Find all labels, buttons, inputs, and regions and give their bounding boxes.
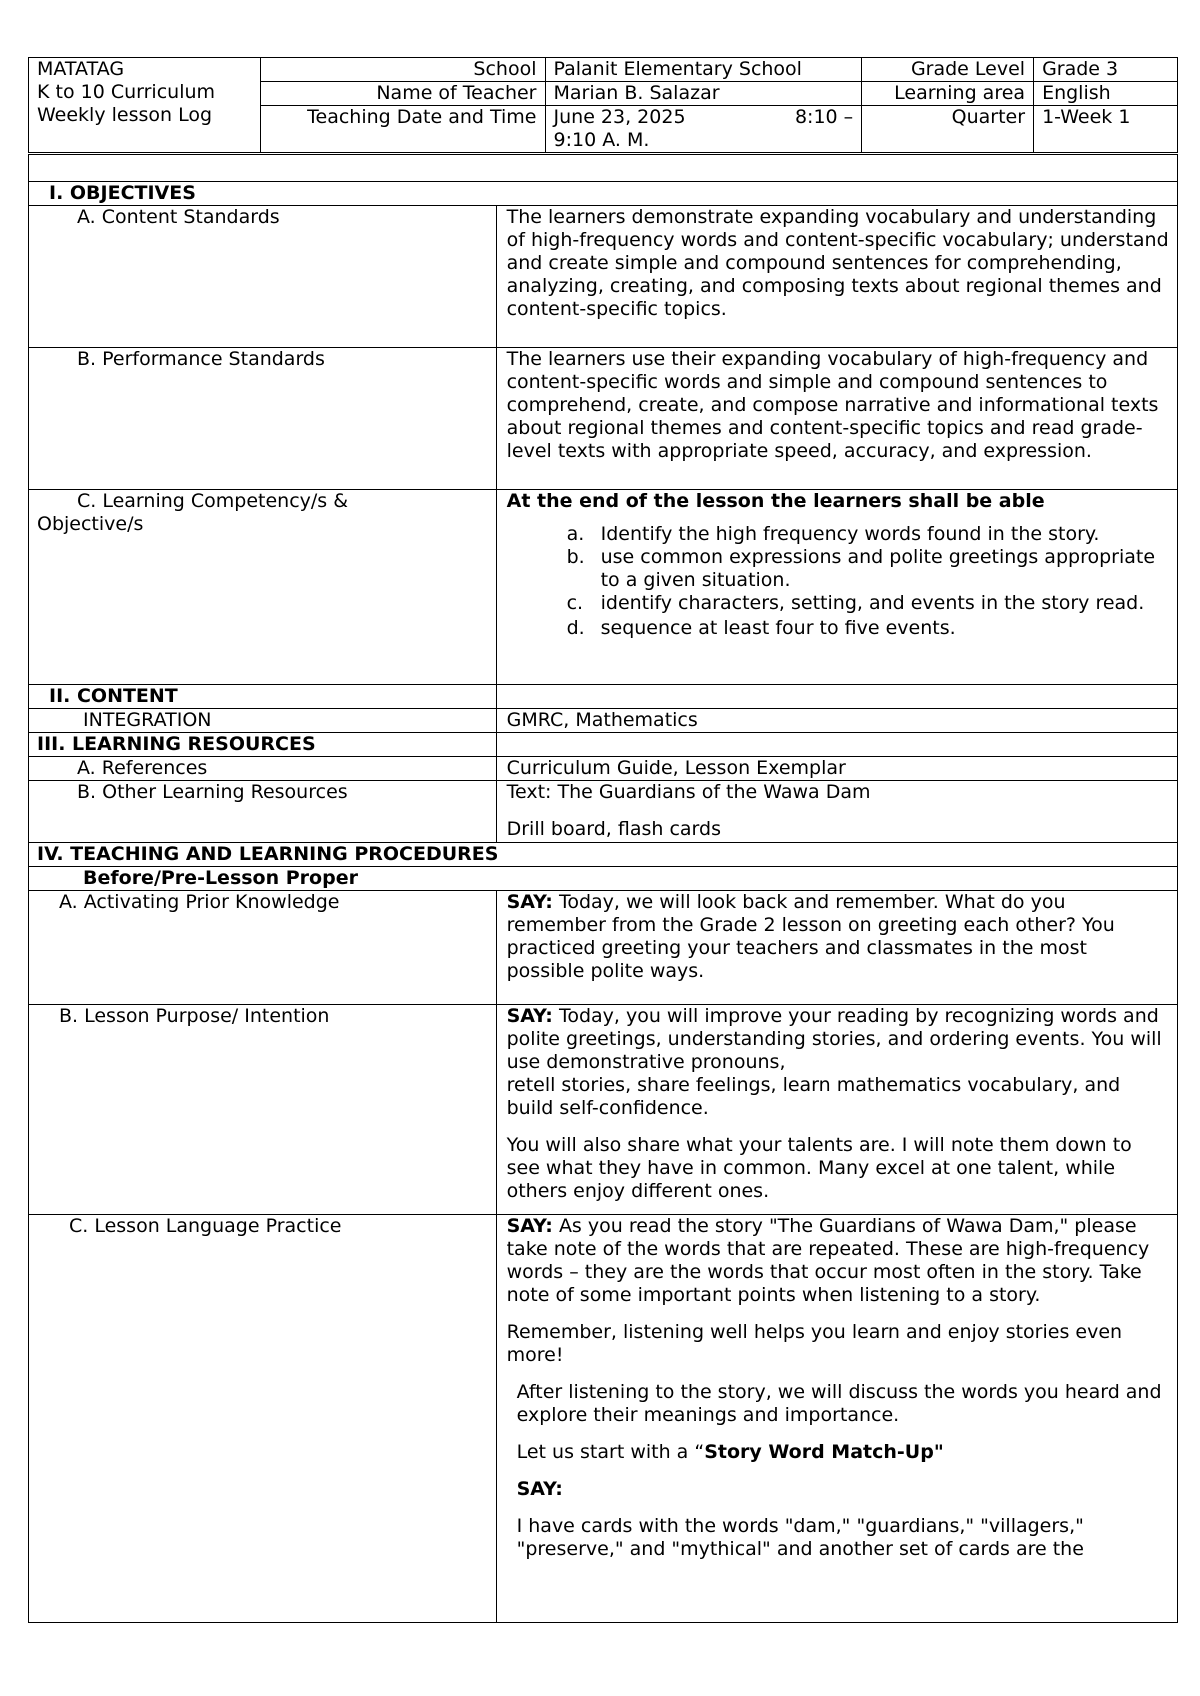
objectives-heading-row xyxy=(29,182,1178,206)
school-value: Palanit Elementary School xyxy=(545,58,862,82)
say-label: SAY: xyxy=(506,1005,553,1027)
content-standards-label: A. Content Standards xyxy=(29,206,497,348)
integration-row xyxy=(29,709,1178,733)
references-label: A. References xyxy=(29,757,497,781)
content-heading: II. CONTENT xyxy=(29,685,497,709)
competency-item: a. Identify the high frequency words found in the story. xyxy=(566,523,1100,545)
practice-content xyxy=(496,1215,1177,1623)
school-label: School xyxy=(260,58,545,82)
references-value: Curriculum Guide, Lesson Exemplar xyxy=(496,757,1177,781)
say-label: SAY: xyxy=(506,1215,553,1237)
area-label: Learning area xyxy=(862,82,1034,106)
date-value: June 23, 2025 xyxy=(553,106,686,128)
other-resources-text: Text: The Guardians of the Wawa Dam xyxy=(506,781,871,803)
integration-label: INTEGRATION xyxy=(29,709,497,733)
area-value: English xyxy=(1034,82,1178,106)
content-standards-row xyxy=(29,206,1178,348)
blank-row xyxy=(29,155,1178,182)
say-label-2: SAY: xyxy=(516,1478,563,1500)
practice-text-2: Remember, listening well helps you learn and enjoy stories even more! xyxy=(506,1321,1123,1366)
purpose-label: B. Lesson Purpose/ Intention xyxy=(29,1005,497,1215)
quarter-value: 1-Week 1 xyxy=(1034,106,1178,153)
competency-item: d. sequence at least four to five events. xyxy=(566,617,956,639)
references-row xyxy=(29,757,1178,781)
competency-label xyxy=(29,490,497,685)
activating-text: Today, we will look back and remember. What do you remember from the Grade 2 lesson on greeting each other? You practiced greeting your teachers and classmates in the most possible polite ways. xyxy=(506,891,1115,982)
quarter-label: Quarter xyxy=(862,106,1034,153)
purpose-text-3: You will also share what your talents are. I will note them down to see what they have in common. Many excel at one talent, while others enjoy different ones. xyxy=(506,1134,1132,1202)
lesson-table xyxy=(28,154,1178,1623)
procedures-subheading: Before/Pre-Lesson Proper xyxy=(29,867,1178,891)
date-time-value xyxy=(545,106,862,153)
practice-label: C. Lesson Language Practice xyxy=(29,1215,497,1623)
activating-label: A. Activating Prior Knowledge xyxy=(29,891,497,1005)
time-value-start: 8:10 – xyxy=(794,106,854,128)
procedures-heading-row xyxy=(29,843,1178,867)
integration-value: GMRC, Mathematics xyxy=(496,709,1177,733)
date-label: Teaching Date and Time xyxy=(260,106,545,153)
objectives-heading: I. OBJECTIVES xyxy=(29,182,1178,206)
practice-text-3: After listening to the story, we will discuss the words you heard and explore their meanings and importance. xyxy=(516,1381,1162,1426)
teacher-label: Name of Teacher xyxy=(260,82,545,106)
header-table xyxy=(28,57,1178,153)
content-standards-text: The learners demonstrate expanding vocabulary and understanding of high-frequency words and content-specific vocabulary; understand and create simple and compound sentences for comprehending, analyzing, creating, and composing texts about regional themes and content-specific topics. xyxy=(496,206,1177,348)
time-value-end: 9:10 A. M. xyxy=(553,129,650,151)
performance-standards-text: The learners use their expanding vocabulary of high-frequency and content-specific words and simple and compound sentences to comprehend, create, and compose narrative and informational texts about regional themes and content-specific topics and read grade-level texts with appropriate speed, accuracy, and expression. xyxy=(496,348,1177,490)
say-label: SAY: xyxy=(506,891,553,913)
content-heading-row xyxy=(29,685,1178,709)
teacher-value: Marian B. Salazar xyxy=(545,82,862,106)
competency-row xyxy=(29,490,1178,685)
grade-label: Grade Level xyxy=(862,58,1034,82)
title-line-1: MATATAG xyxy=(37,58,125,80)
procedures-heading: IV. TEACHING AND LEARNING PROCEDURES xyxy=(29,843,1178,867)
practice-row xyxy=(29,1215,1178,1623)
competency-label-line-1: C. Learning Competency/s & xyxy=(77,490,349,512)
activating-content xyxy=(496,891,1177,1005)
purpose-text-2: retell stories, share feelings, learn mathematics vocabulary, and build self-confidence. xyxy=(506,1074,1121,1119)
resources-heading: III. LEARNING RESOURCES xyxy=(29,733,497,757)
purpose-row xyxy=(29,1005,1178,1215)
competency-list xyxy=(507,523,1169,640)
practice-text-5: I have cards with the words "dam," "guardians," "villagers," "preserve," and "mythical" and another set of cards are the xyxy=(516,1515,1084,1560)
practice-text-4: Let us start with a “Story Word Match-Up" xyxy=(516,1441,944,1463)
purpose-text-1: Today, you will improve your reading by recognizing words and polite greetings, understanding stories, and ordering events. You will use demonstrative pronouns, xyxy=(506,1005,1162,1073)
curriculum-title xyxy=(29,58,261,153)
practice-text-1: As you read the story "The Guardians of Wawa Dam," please take note of the words that are repeated. These are high-frequency words – they are the words that occur most often in the story. Take note of some important points when listening to a story. xyxy=(506,1215,1150,1306)
grade-value: Grade 3 xyxy=(1034,58,1178,82)
other-resources-value xyxy=(496,781,1177,843)
competency-item: c. identify characters, setting, and events in the story read. xyxy=(566,592,1145,614)
title-line-3: Weekly lesson Log xyxy=(37,104,213,126)
performance-standards-row xyxy=(29,348,1178,490)
activating-row xyxy=(29,891,1178,1005)
resources-heading-row xyxy=(29,733,1178,757)
competency-intro: At the end of the lesson the learners shall be able xyxy=(506,490,1045,512)
performance-standards-label: B. Performance Standards xyxy=(29,348,497,490)
title-line-2: K to 10 Curriculum xyxy=(37,81,216,103)
competency-content xyxy=(496,490,1177,685)
purpose-content xyxy=(496,1005,1177,1215)
competency-item: b. use common expressions and polite greetings appropriate to a given situation. xyxy=(566,546,1156,591)
other-resources-materials: Drill board, flash cards xyxy=(506,818,721,840)
other-resources-row xyxy=(29,781,1178,843)
competency-label-line-2: Objective/s xyxy=(37,513,144,535)
procedures-subheading-row xyxy=(29,867,1178,891)
other-resources-label: B. Other Learning Resources xyxy=(29,781,497,843)
